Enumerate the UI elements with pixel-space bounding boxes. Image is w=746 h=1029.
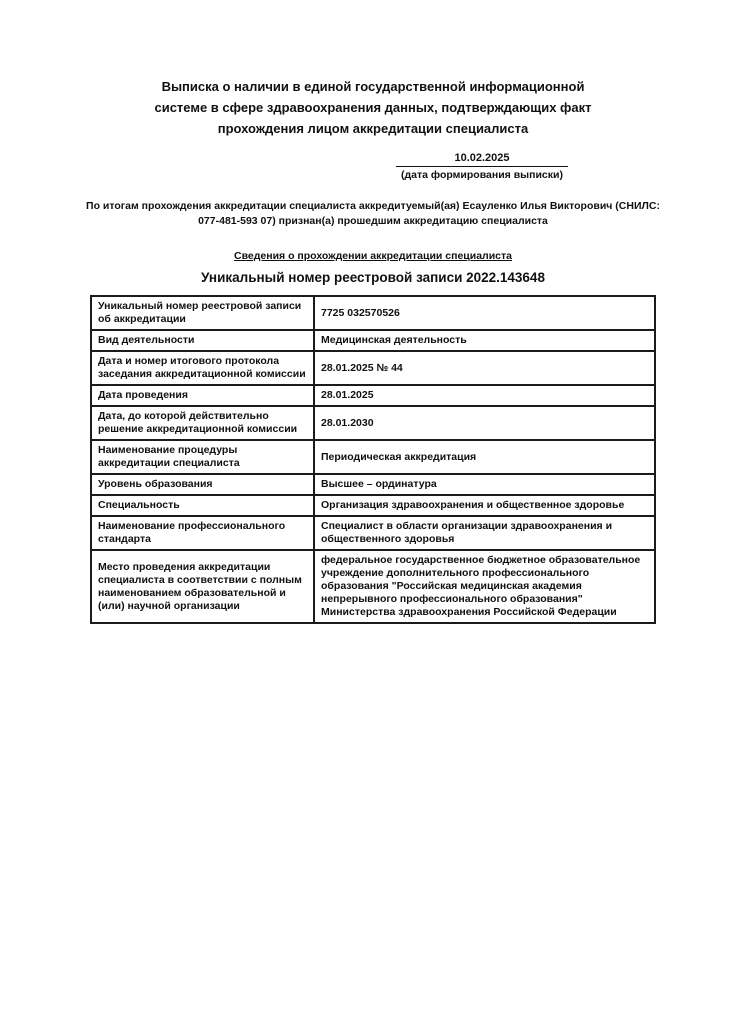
table-cell-label: Дата и номер итогового протокола заседания аккредитационной комиссии — [91, 351, 314, 385]
table-cell-label: Уникальный номер реестровой записи об аккредитации — [91, 296, 314, 330]
table-row — [91, 351, 655, 385]
table-cell-value: 28.01.2025 № 44 — [314, 351, 655, 385]
registry-number-heading: Уникальный номер реестровой записи 2022.143648 — [201, 270, 545, 285]
document-title — [0, 0, 746, 139]
table-cell-value: федеральное государственное бюджетное образовательное учреждение дополнительного профессионального образования "Российская медицинская академия непрерывного профессионального образования" Министерства здравоохранения Российской Федерации — [314, 550, 655, 623]
extract-date-block — [396, 151, 568, 182]
table-cell-value: Специалист в области организации здравоохранения и общественного здоровья — [314, 516, 655, 550]
table-cell-value: Периодическая аккредитация — [314, 440, 655, 474]
table-cell-value: Высшее – ординатура — [314, 474, 655, 495]
document-title-line: Выписка о наличии в единой государственной информационной — [161, 79, 585, 94]
table-row — [91, 296, 655, 330]
table-cell-value: Медицинская деятельность — [314, 330, 655, 351]
document-title-line: прохождения лицом аккредитации специалиста — [217, 121, 529, 136]
table-row — [91, 330, 655, 351]
extract-date-caption: (дата формирования выписки) — [401, 169, 563, 181]
table-row — [91, 474, 655, 495]
table-row — [91, 440, 655, 474]
table-cell-value: Организация здравоохранения и общественное здоровье — [314, 495, 655, 516]
date-block-row — [0, 151, 746, 182]
document-title-line: системе в сфере здравоохранения данных, подтверждающих факт — [154, 100, 592, 115]
table-cell-value: 28.01.2025 — [314, 385, 655, 406]
table-row — [91, 406, 655, 440]
table-cell-label: Специальность — [91, 495, 314, 516]
table-cell-value: 7725 032570526 — [314, 296, 655, 330]
intro-paragraph: По итогам прохождения аккредитации специалиста аккредитуемый(ая) Есауленко Илья Викторович (СНИЛС: 077-481-593 07) признан(а) прошедшим аккредитацию специалиста — [86, 200, 660, 227]
table-row — [91, 550, 655, 623]
table-cell-label: Вид деятельности — [91, 330, 314, 351]
section-heading: Сведения о прохождении аккредитации специалиста — [234, 250, 512, 262]
table-cell-label: Наименование профессионального стандарта — [91, 516, 314, 550]
table-row — [91, 495, 655, 516]
table-cell-label: Дата проведения — [91, 385, 314, 406]
extract-date-value: 10.02.2025 — [396, 151, 568, 167]
accreditation-table — [90, 295, 656, 624]
table-row — [91, 516, 655, 550]
table-cell-label: Дата, до которой действительно решение аккредитационной комиссии — [91, 406, 314, 440]
table-row — [91, 385, 655, 406]
table-cell-value: 28.01.2030 — [314, 406, 655, 440]
table-cell-label: Уровень образования — [91, 474, 314, 495]
table-cell-label: Наименование процедуры аккредитации специалиста — [91, 440, 314, 474]
table-cell-label: Место проведения аккредитации специалиста в соответствии с полным наименованием образовательной и (или) научной организации — [91, 550, 314, 623]
